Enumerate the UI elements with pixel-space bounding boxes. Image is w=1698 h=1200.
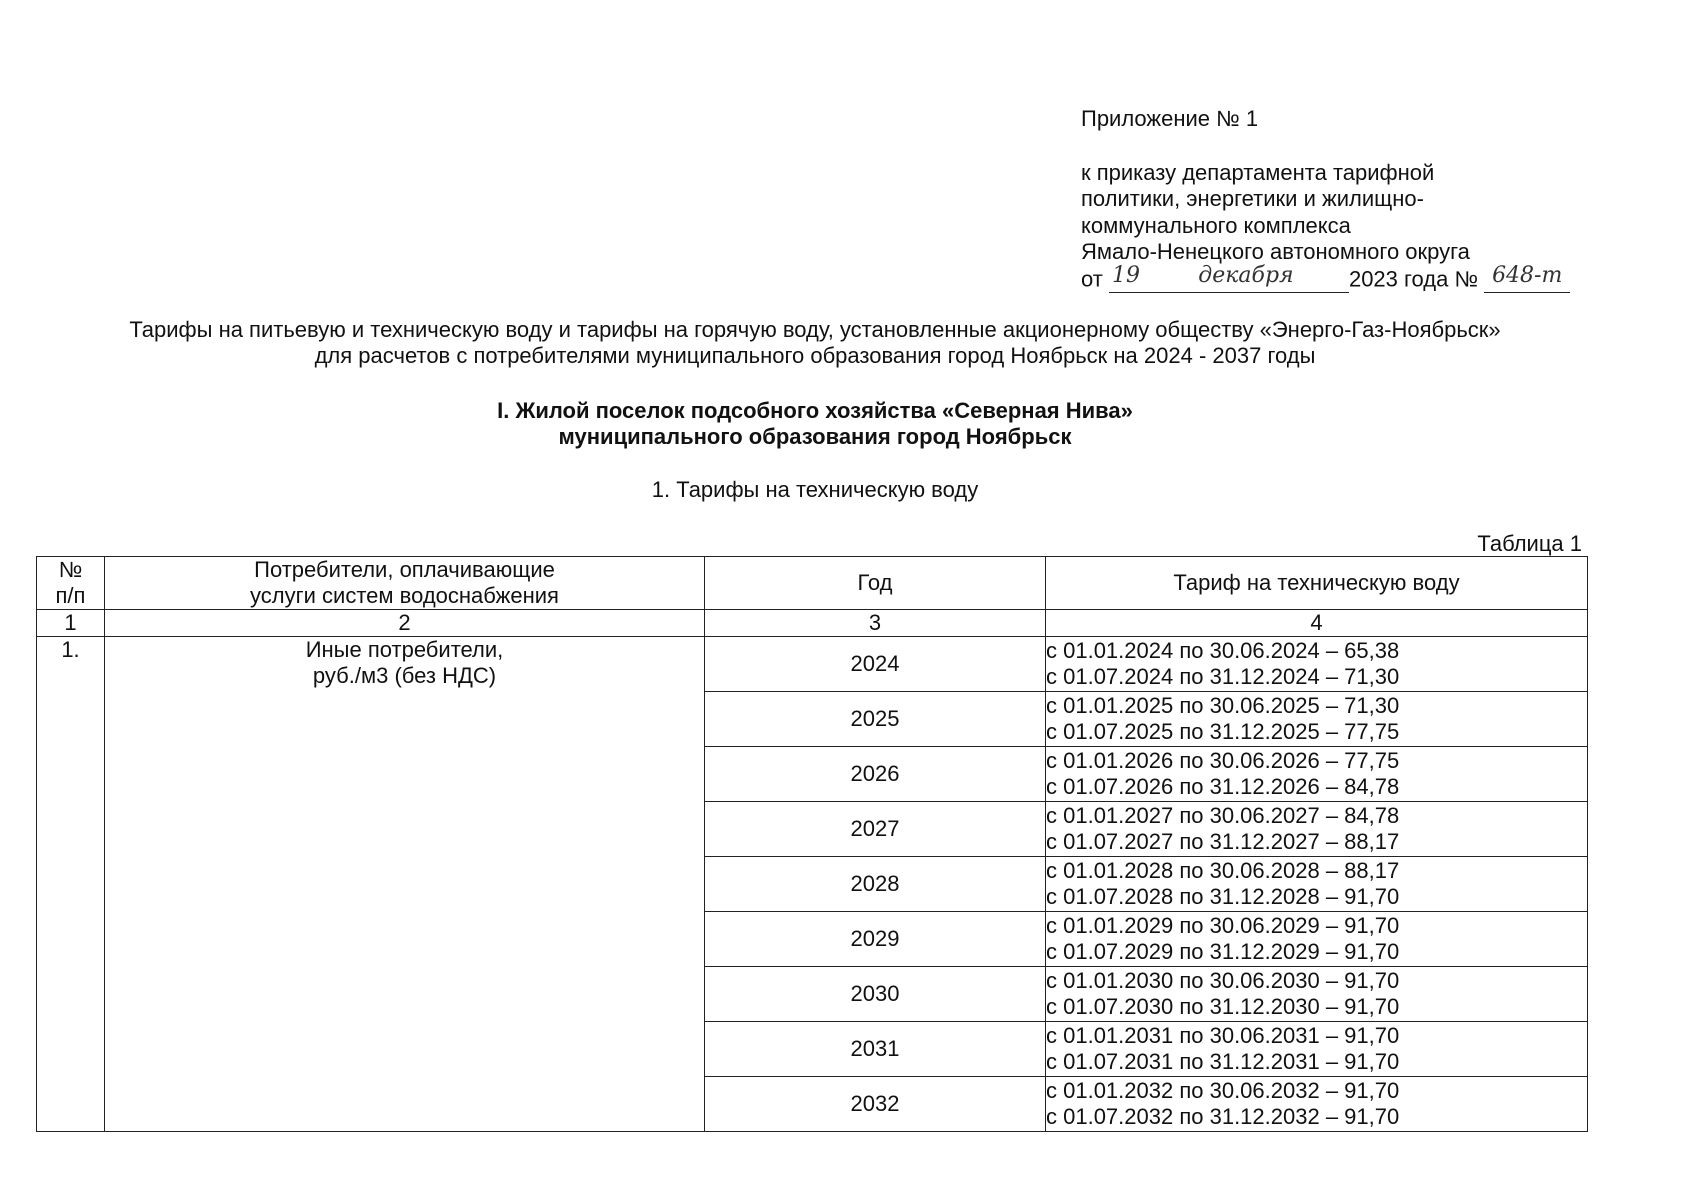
tariff-line: с 01.07.2032 по 31.12.2032 – 91,70 <box>1046 1104 1400 1129</box>
tariff-line: с 01.01.2031 по 30.06.2031 – 91,70 <box>1046 1023 1400 1048</box>
tariff-line: с 01.07.2028 по 31.12.2028 – 91,70 <box>1046 884 1400 909</box>
tariff-cell <box>1046 747 1588 802</box>
consumer-line: Иные потребители, <box>305 637 504 662</box>
header-consumers-line: услуги систем водоснабжения <box>250 583 559 608</box>
header-number-line: № <box>58 557 83 582</box>
table-subtitle: 1. Тарифы на техническую воду <box>651 477 979 502</box>
tariff-line: с 01.01.2028 по 30.06.2028 – 88,17 <box>1046 858 1400 883</box>
year-cell: 2032 <box>705 1077 1046 1132</box>
section-title-line: муниципального образования город Ноябрьск <box>558 424 1072 449</box>
year-cell: 2030 <box>705 967 1046 1022</box>
tariff-line: с 01.01.2032 по 30.06.2032 – 91,70 <box>1046 1078 1400 1103</box>
header-number-line: п/п <box>55 583 86 608</box>
column-number: 4 <box>1046 610 1588 637</box>
tariff-cell <box>1046 912 1588 967</box>
tariff-table <box>36 556 1588 1132</box>
appendix-line: Ямало-Ненецкого автономного округа <box>1081 239 1470 264</box>
column-number: 3 <box>705 610 1046 637</box>
header-consumers-line: Потребители, оплачивающие <box>254 557 555 582</box>
consumer-cell <box>105 637 705 1132</box>
year-cell: 2026 <box>705 747 1046 802</box>
table-header-row <box>37 557 1588 610</box>
tariff-line: с 01.07.2027 по 31.12.2027 – 88,17 <box>1046 829 1400 854</box>
year-cell: 2025 <box>705 692 1046 747</box>
tariff-cell <box>1046 1077 1588 1132</box>
tariff-cell <box>1046 637 1588 692</box>
appendix-block <box>1081 106 1641 293</box>
tariff-line: с 01.01.2026 по 30.06.2026 – 77,75 <box>1046 748 1400 773</box>
document-title-line: для расчетов с потребителями муниципального образования город Ноябрьск на 2024 - 2037 годы <box>314 343 1316 368</box>
tariff-line: с 01.07.2029 по 31.12.2029 – 91,70 <box>1046 939 1400 964</box>
tariff-cell <box>1046 967 1588 1022</box>
section-title <box>30 398 1600 450</box>
handwritten-order-number <box>1484 262 1570 293</box>
table-label: Таблица 1 <box>1477 531 1582 556</box>
handwritten-day-text: 19 <box>1111 262 1140 288</box>
table-row <box>37 637 1588 692</box>
tariff-cell <box>1046 802 1588 857</box>
order-year-text: 2023 года № <box>1348 266 1479 291</box>
tariff-line: с 01.07.2025 по 31.12.2025 – 77,75 <box>1046 719 1400 744</box>
column-number-row <box>37 610 1588 637</box>
tariff-line: с 01.01.2027 по 30.06.2027 – 84,78 <box>1046 803 1400 828</box>
consumer-line: руб./м3 (без НДС) <box>312 663 497 688</box>
handwritten-month-text: декабря <box>1198 262 1294 288</box>
header-tariff: Тариф на техническую воду <box>1046 557 1588 610</box>
order-date-prefix: от <box>1081 266 1103 291</box>
document-title-line: Тарифы на питьевую и техническую воду и тарифы на горячую воду, установленные акционерному обществу «Энерго-Газ-Ноябрьск» <box>129 317 1501 342</box>
tariff-line: с 01.01.2030 по 30.06.2030 – 91,70 <box>1046 968 1400 993</box>
document-title <box>30 317 1600 369</box>
tariff-line: с 01.07.2026 по 31.12.2026 – 84,78 <box>1046 774 1400 799</box>
header-number <box>37 557 105 610</box>
year-cell: 2027 <box>705 802 1046 857</box>
year-cell: 2028 <box>705 857 1046 912</box>
tariff-cell <box>1046 1022 1588 1077</box>
tariff-cell <box>1046 857 1588 912</box>
tariff-line: с 01.07.2031 по 31.12.2031 – 91,70 <box>1046 1049 1400 1074</box>
header-consumers <box>105 557 705 610</box>
handwritten-order-number-text: 648-т <box>1492 262 1563 288</box>
appendix-line: коммунального комплекса <box>1081 212 1351 238</box>
year-cell: 2031 <box>705 1022 1046 1077</box>
tariff-line: с 01.07.2030 по 31.12.2030 – 91,70 <box>1046 994 1400 1019</box>
tariff-line: с 01.01.2029 по 30.06.2029 – 91,70 <box>1046 913 1400 938</box>
appendix-line: к приказу департамента тарифной <box>1081 159 1435 185</box>
year-cell: 2029 <box>705 912 1046 967</box>
appendix-title: Приложение № 1 <box>1081 106 1259 131</box>
handwritten-day <box>1109 262 1143 293</box>
section-title-line: I. Жилой поселок подсобного хозяйства «Северная Нива» <box>497 398 1133 423</box>
order-date-line <box>1081 262 1641 293</box>
column-number: 1 <box>37 610 105 637</box>
tariff-line: с 01.01.2025 по 30.06.2025 – 71,30 <box>1046 693 1400 718</box>
row-number: 1. <box>37 637 105 1132</box>
handwritten-month <box>1143 262 1349 293</box>
year-cell: 2024 <box>705 637 1046 692</box>
appendix-body <box>1081 160 1641 293</box>
tariff-line: с 01.07.2024 по 31.12.2024 – 71,30 <box>1046 664 1400 689</box>
column-number: 2 <box>105 610 705 637</box>
header-year: Год <box>705 557 1046 610</box>
tariff-cell <box>1046 692 1588 747</box>
appendix-line: политики, энергетики и жилищно- <box>1081 186 1424 211</box>
tariff-line: с 01.01.2024 по 30.06.2024 – 65,38 <box>1046 638 1400 663</box>
